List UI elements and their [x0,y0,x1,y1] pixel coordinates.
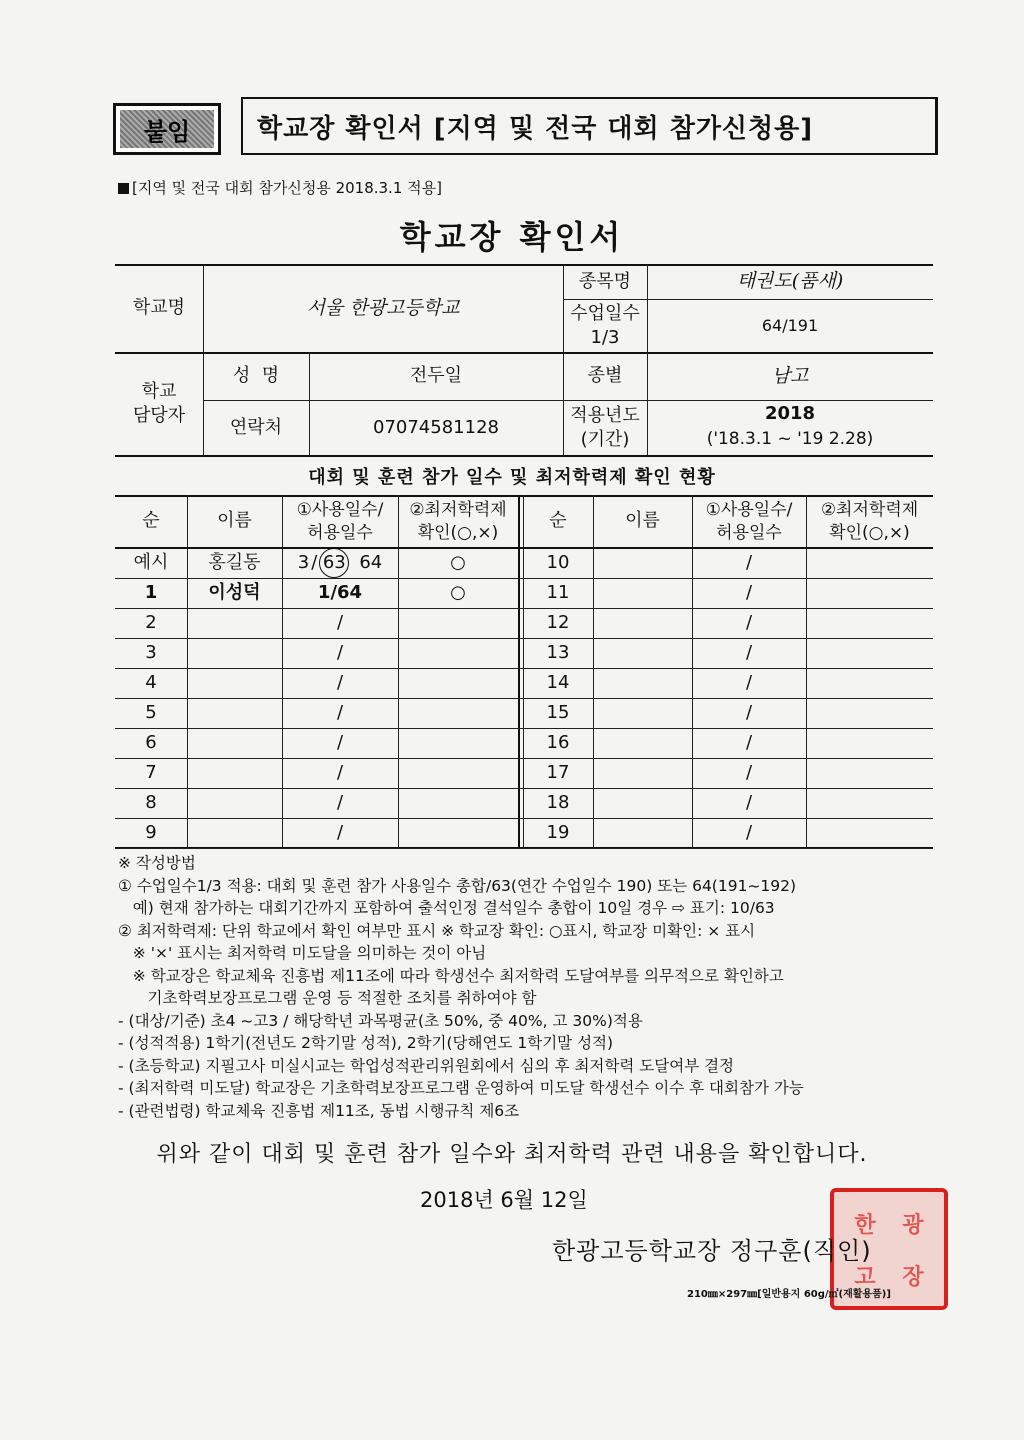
contact-label: 연락처 [229,416,283,438]
row-days: / [336,822,344,844]
row-days: / [336,672,344,694]
row-check [398,729,518,758]
row-name [187,729,282,758]
row-no: 10 [546,552,570,574]
col-header-check-2: ②최저학력제 확인(○,×) [820,499,919,543]
row-no: 17 [546,762,570,784]
row-check [806,759,933,788]
row-name [187,819,282,848]
row-days: / [336,792,344,814]
apply-period-value: ('18.3.1 ~ '19 2.28) [706,428,874,449]
school-days-label: 수업일수 1/3 [570,302,640,348]
row-name: 이성덕 [208,582,261,604]
row-no: 19 [546,822,570,844]
attachment-tag-label: 붙임 [120,110,214,148]
school-name-value: 서울 한광고등학교 [306,296,460,319]
staff-name-value: 전두일 [409,365,463,387]
row-no: 3 [145,642,157,664]
note-line: ① 수업일수1/3 적용: 대회 및 훈련 참가 사용일수 총합/63(연간 수업일수 190) 또는 64(191~192) [118,876,797,895]
row-check [806,789,933,818]
document-title: 학교장 확인서 [399,218,625,256]
note-line: ※ 학교장은 학교체육 진흥법 제11조에 따라 학생선수 최저학력 도달여부를 의무적으로 확인하고 [118,966,784,985]
circled-days: 63 [319,548,349,578]
row-no: 14 [546,672,570,694]
example-days: 3 / 63 64 [282,548,398,578]
row-days: / [745,702,753,724]
row-days: / [745,762,753,784]
row-name [187,699,282,728]
note-line: - (초등학교) 지필고사 미실시교는 학업성적관리위원회에서 심의 후 최저학력 도달여부 결정 [118,1056,735,1075]
row-check [398,789,518,818]
staff-label: 학교 담당자 [132,380,186,426]
col-header-days: ①사용일수/ 허용일수 [296,499,384,543]
category-label: 종별 [587,365,623,387]
row-days: / [336,732,344,754]
row-check [806,669,933,698]
row-no: 16 [546,732,570,754]
note-line: - (최저학력 미도달) 학교장은 기초학력보장프로그램 운영하여 미도달 학생선수 이수 후 대회참가 가능 [118,1079,804,1097]
row-days: / [745,822,753,844]
row-no: 15 [546,702,570,724]
row-days: 1/64 [317,582,363,604]
col-header-name: 이름 [217,510,252,532]
note-line: ※ '×' 표시는 최저학력 미도달을 의미하는 것이 아님 [118,944,487,962]
note-line: - (대상/기준) 초4 ~고3 / 해당학년 과목평균(초 50%, 중 40%, 고 30%)적용 [118,1011,643,1030]
row-name [593,729,692,758]
row-no: 18 [546,792,570,814]
row-name [593,579,692,608]
principal-signature: 한광고등학교장 정구훈(직인) [552,1237,872,1265]
row-check [398,819,518,848]
seal-character: 고 [854,1264,876,1290]
row-days: / [745,792,753,814]
col-header-check: ②최저학력제 확인(○,×) [409,499,507,543]
note-line: 기초학력보장프로그램 운영 등 적절한 조치를 취하여야 함 [118,989,537,1007]
row-name [593,819,692,848]
row-days: / [745,672,753,694]
example-name: 홍길동 [208,551,261,573]
row-days: / [336,642,344,664]
note-line: - (성적적용) 1학기(전년도 2학기말 성적), 2학기(당해연도 1학기말 성적) [118,1034,614,1052]
row-check [806,579,933,608]
row-check [806,699,933,728]
row-no: 8 [145,792,157,814]
col-header-no: 순 [142,510,160,532]
row-check [806,639,933,668]
row-name [187,609,282,638]
seal-character: 한 [854,1212,876,1238]
row-no: 1 [144,582,158,604]
row-days: / [336,612,344,634]
row-days: / [745,732,753,754]
row-check [398,639,518,668]
example-no: 예시 [133,551,169,573]
col-header-name-2: 이름 [625,510,660,532]
paper-spec: 210㎜×297㎜[일반용지 60g/㎡(재활용품)] [687,1289,891,1300]
school-days-value: 64/191 [761,316,819,336]
row-days: / [336,702,344,724]
apply-year-value: 2018 [764,403,816,425]
row-no: 12 [546,612,570,634]
confirmation-statement: 위와 같이 대회 및 훈련 참가 일수와 최저학력 관련 내용을 확인합니다. [156,1142,868,1167]
contact-value: 07074581128 [373,416,499,438]
category-value: 남고 [771,364,809,387]
col-header-no-2: 순 [549,510,567,532]
row-check: ○ [450,582,466,604]
school-name-label: 학교명 [132,297,186,319]
row-days: / [336,762,344,784]
row-no: 7 [145,762,157,784]
row-no: 2 [145,612,157,634]
note-line: - (관련법령) 학교체육 진흥법 제11조, 동법 시행규칙 제6조 [118,1101,520,1120]
note-line: ※ 작성방법 [118,854,196,872]
row-no: 13 [546,642,570,664]
row-no: 11 [546,582,570,604]
seal-character: 장 [902,1264,924,1290]
writing-instructions [118,852,948,1122]
square-bullet-icon [118,183,129,194]
row-check [806,819,933,848]
row-no: 9 [145,822,157,844]
section-title: 대회 및 훈련 참가 일수 및 최저학력제 확인 현황 [308,467,716,488]
row-check [398,699,518,728]
row-name [593,669,692,698]
apply-year-label: 적용년도 (기간) [570,404,640,450]
event-value: 태권도(품새) [736,270,844,293]
row-check [806,729,933,758]
row-name [593,789,692,818]
row-no: 5 [145,702,157,724]
event-label: 종목명 [578,270,632,292]
row-name [593,639,692,668]
row-name [593,699,692,728]
row-check [398,609,518,638]
staff-name-label: 성 명 [232,365,280,387]
issue-date: 2018년 6월 12일 [420,1188,588,1212]
row-name [593,759,692,788]
row-check [398,759,518,788]
row-check [806,609,933,638]
row-check [806,549,933,578]
header-title: 학교장 확인서 [지역 및 전국 대회 참가신청용] [241,97,938,155]
note-line: 예) 현재 참가하는 대회기간까지 포함하여 출석인정 결석일수 총합이 10일 경우 ⇨ 표기: 10/63 [118,899,775,917]
row-name [593,549,692,578]
row-name [187,759,282,788]
example-check: ○ [450,551,466,573]
note-line: ② 최저학력제: 단위 학교에서 확인 여부만 표시 ※ 학교장 확인: ○표시, 학교장 미확인: × 표시 [118,921,756,940]
attachment-tag [113,103,221,155]
row-name [187,789,282,818]
row-days: / [745,582,753,604]
row-name [187,639,282,668]
row-name [187,669,282,698]
seal-character: 광 [902,1212,924,1238]
row-days: / [745,612,753,634]
row-no: 4 [145,672,157,694]
row-check [398,669,518,698]
row-days: / [745,642,753,664]
row-days: / [745,552,753,574]
col-header-days-2: ①사용일수/ 허용일수 [705,499,793,543]
row-name [593,609,692,638]
form-subheading: [지역 및 전국 대회 참가신청용 2018.3.1 적용] [118,177,442,198]
row-no: 6 [145,732,157,754]
